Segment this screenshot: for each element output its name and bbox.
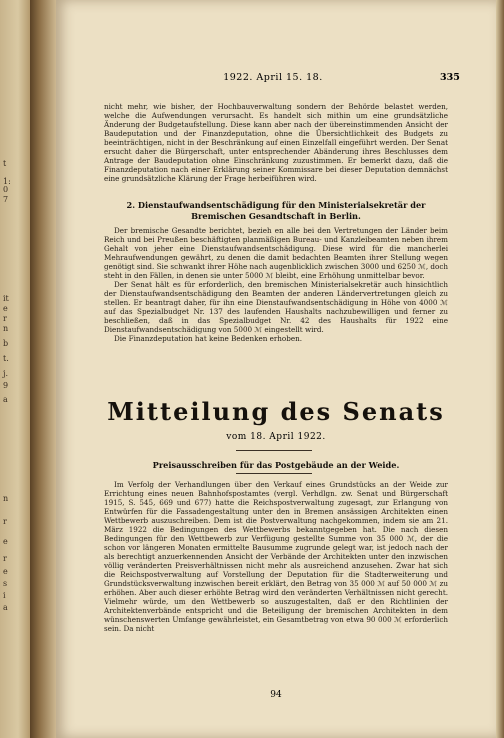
margin-fragment: i xyxy=(3,591,6,600)
intro-paragraph: nicht mehr, wie bisher, der Hochbauverwaltung sondern der Behörde belastet werden, welche die Aufwendungen verursacht. Es handelt sich mithin um eine grundsätzliche Änderung der Budgetaufstellung. Diese kann aber nach der übereinstimmenden Ansicht der Baudeputation und der Finanzdeputation, ohne die Übersichtlichkeit des Budgets zu beeinträchtigen, nicht in der Beschränkung auf einen Einzelfall eingeführt werden. Der Senat ersucht daher die Bürgerschaft, unter entsprechender Abänderung ihres Beschlusses dem Antrage der Baudeputation ohne Einschränkung zuzustimmen. Er bemerkt dazu, daß die Finanzdeputation nach einer Erklärung seiner Kommissare bei dieser Deputation demnächst eine grundsätzliche Klärung der Frage herbeiführen wird. xyxy=(104,102,448,183)
page-number-bottom: 94 xyxy=(270,690,282,700)
previous-page-margin-text xyxy=(0,0,14,738)
margin-fragment: t xyxy=(3,159,7,168)
section3-body xyxy=(104,480,448,633)
margin-fragment: e xyxy=(3,304,8,313)
section2-heading-line1: 2. Dienstaufwandsentschädigung für den Ministerialsekretär der xyxy=(126,200,426,210)
section3-paragraph-1: Im Verfolg der Verhandlungen über den Verkauf eines Grundstücks an der Weide zur Errichtung eines neuen Bahnhofspostamtes (vergl. Verhdlgn. zw. Senat und Bürgerschaft 1915, S. 545, 669 und 677) hatte die Reichspostverwaltung zugesagt, zur Erlangung von Entwürfen für die Fassadengestaltung unter den in Bremen ansässigen Architekten einen Wettbewerb auszuschreiben. Dem ist die Postverwaltung nachgekommen, indem sie am 21. März 1922 die Bedingungen des Wettbewerbs bekanntgegeben hat. Die nach diesen Bedingungen für den Wettbewerb zur Verfügung gestellte Summe von 35 000 ℳ, der die schon vor längeren Monaten ermittelte Bausumme zugrunde gelegt war, ist jedoch nach der als berechtigt anzuerkennenden Ansicht der Verbände der Architekten unter den inzwischen völlig veränderten Preisverhältnissen nicht mehr als ausreichend anzusehen. Zwar hat sich die Reichspostverwaltung auf Vorstellung der Deputation für die Stadterweiterung und Grundstücksverwaltung inzwischen bereit erklärt, den Betrag von 35 000 ℳ auf 50 000 ℳ zu erhöhen. Aber auch dieser erhöhte Betrag wird den veränderten Verhältnissen nicht gerecht. Vielmehr würde, um den Wettbewerb so auszugestalten, daß er den Richtlinien der Architektenverbände entspricht und die Beteiligung der bremischen Architekten in dem wünschenswerten Umfange gewährleistet, ein Gesamtbetrag von etwa 90 000 ℳ erforderlich sein. Da nicht xyxy=(104,480,448,633)
margin-fragment: e xyxy=(3,537,8,546)
section2-paragraph-2: Der Senat hält es für erforderlich, den bremischen Ministerialsekretär auch hinsichtlich der Dienstaufwandsentschädigung den Beamten der anderen Ländervertretungen gleich zu stellen. Er beantragt daher, für ihn eine Dienstaufwandsentschädigung in Höhe von 4000 ℳ auf das Spezialbudget Nr. 137 des laufenden Haushalts nachzubewilligen und ferner zu beschließen, daß in das Spezialbudget Nr. 42 des Haushalts für 1922 eine Dienstaufwandsentschädigung von 5000 ℳ eingestellt wird. xyxy=(104,280,448,334)
running-head: 1922. April 15. 18. xyxy=(223,72,323,83)
book-gutter xyxy=(30,0,56,738)
margin-fragment: s xyxy=(3,579,8,588)
margin-fragment: a xyxy=(3,603,8,612)
section2-paragraph-3: Die Finanzdeputation hat keine Bedenken erhoben. xyxy=(114,334,303,343)
margin-fragment: t. xyxy=(3,354,9,363)
margin-fragment: e xyxy=(3,567,8,576)
page-number-top: 335 xyxy=(440,72,460,83)
margin-fragment: r xyxy=(3,314,7,323)
page-right-edge xyxy=(496,0,504,738)
section2-heading-line2: Bremischen Gesandtschaft in Berlin. xyxy=(191,211,361,221)
margin-fragment: 1: xyxy=(3,177,11,186)
margin-fragment: a xyxy=(3,395,8,404)
intro-paragraph-block xyxy=(104,102,448,183)
margin-fragment: 7 xyxy=(3,195,9,204)
section2-paragraph-1: Der bremische Gesandte berichtet, bezieh en alle bei den Vertretungen der Länder beim Reich und bei Preußen beschäftigten planmäßigen Bureau- und Kanzleibeamten neben ihrem Gehalt von jeher eine Dienstaufwandsentschädigung. Diese wird für die mancherlei Mehraufwendungen gewährt, zu denen die damit bedachten Beamten ihrer Stellung wegen genötigt sind. Sie schwankt ihrer Höhe nach augenblicklich zwischen 3000 und 6250 ℳ, doch steht in den Fällen, in denen sie unter 5000 ℳ bleibt, eine Erhöhung unmittelbar bevor. xyxy=(104,226,448,280)
section2-body xyxy=(104,226,448,343)
margin-fragment: n xyxy=(3,324,9,333)
divider-rule-small xyxy=(236,473,312,474)
previous-page-edge xyxy=(0,0,30,738)
divider-rule xyxy=(236,450,312,451)
margin-fragment: j. xyxy=(3,369,9,378)
margin-fragment: 0 xyxy=(3,185,9,194)
margin-fragment: r xyxy=(3,554,7,563)
margin-fragment: it xyxy=(3,294,9,303)
announcement-title: Mitteilung des Senats xyxy=(107,397,445,426)
margin-fragment: r xyxy=(3,517,7,526)
announcement-date: vom 18. April 1922. xyxy=(226,432,326,442)
margin-fragment: 9 xyxy=(3,381,9,390)
section3-heading: Preisausschreiben für das Postgebäude an der Weide. xyxy=(152,460,400,470)
margin-fragment: n xyxy=(3,494,9,503)
margin-fragment: b xyxy=(3,339,9,348)
